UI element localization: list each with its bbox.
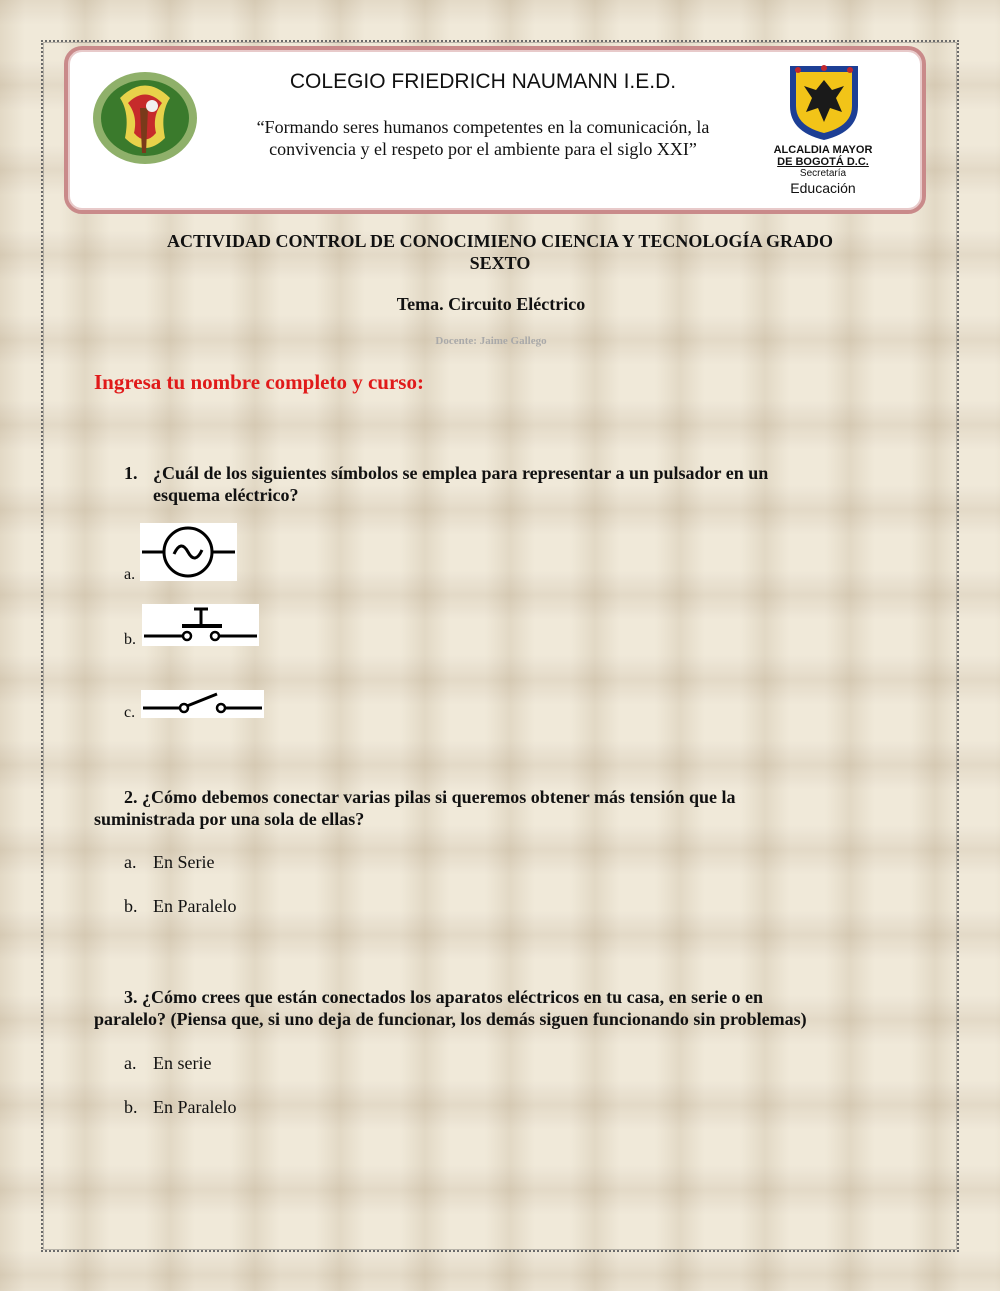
- question-1-line-1: ¿Cuál de los siguientes símbolos se emplea para representar a un pulsador en un: [153, 463, 769, 483]
- switch-symbol-icon[interactable]: [141, 690, 264, 718]
- question-1-option-b-letter[interactable]: b.: [124, 631, 136, 648]
- alcaldia-line-2: DE BOGOTÁ D.C.: [777, 156, 869, 168]
- school-motto: [228, 116, 738, 160]
- teacher-label: Docente: Jaime Gallego: [435, 335, 547, 347]
- activity-title: [110, 230, 890, 274]
- school-logo-icon: [90, 68, 200, 168]
- question-2-option-a[interactable]: [124, 852, 214, 873]
- question-2-line-1: 2. ¿Cómo debemos conectar varias pilas si queremos obtener más tensión que la: [124, 787, 736, 807]
- question-3-option-b[interactable]: [124, 1097, 236, 1118]
- question-2-text: [94, 786, 894, 830]
- motto-line-1: “Formando seres humanos competentes en la comunicación, la: [256, 117, 710, 137]
- alcaldia-label: [758, 144, 888, 196]
- option-letter: a.: [124, 1053, 137, 1073]
- motto-line-2: convivencia y el respeto por el ambiente para el siglo XXI”: [269, 139, 697, 159]
- option-text: En Paralelo: [153, 1097, 237, 1117]
- question-1-text: [153, 462, 873, 506]
- push-button-symbol-icon[interactable]: [142, 604, 259, 646]
- question-1-number: 1.: [124, 463, 138, 483]
- ac-source-symbol-icon[interactable]: [140, 523, 237, 581]
- question-3-text: [94, 986, 894, 1030]
- question-2-line-2: suministrada por una sola de ellas?: [94, 809, 365, 829]
- activity-title-line-2: SEXTO: [469, 253, 531, 273]
- option-text: En Serie: [153, 852, 215, 872]
- alcaldia-line-4: Educación: [790, 180, 856, 196]
- question-2-option-b[interactable]: [124, 896, 236, 917]
- question-3-line-1: 3. ¿Cómo crees que están conectados los aparatos eléctricos en tu casa, en serie o en: [124, 987, 764, 1007]
- option-text: En Paralelo: [153, 896, 237, 916]
- alcaldia-line-1: ALCALDIA MAYOR: [773, 144, 873, 156]
- school-header: [64, 46, 926, 214]
- bogota-crest-icon: [786, 62, 862, 142]
- question-1-option-c-letter[interactable]: c.: [124, 704, 136, 721]
- question-1-option-a-letter[interactable]: a.: [124, 566, 136, 583]
- topic-heading: Tema. Circuito Eléctrico: [396, 294, 586, 314]
- option-text: En serie: [153, 1053, 212, 1073]
- question-3-option-a[interactable]: [124, 1053, 211, 1074]
- question-1-line-2: esquema eléctrico?: [153, 485, 299, 505]
- option-letter: b.: [124, 896, 138, 916]
- option-letter: a.: [124, 852, 137, 872]
- question-3-line-2: paralelo? (Piensa que, si uno deja de funcionar, los demás siguen funcionando sin problemas): [94, 1009, 807, 1029]
- school-name: COLEGIO FRIEDRICH NAUMANN I.E.D.: [289, 70, 677, 93]
- option-letter: b.: [124, 1097, 138, 1117]
- alcaldia-line-3: Secretaría: [799, 168, 847, 179]
- name-prompt[interactable]: Ingresa tu nombre completo y curso:: [94, 370, 424, 394]
- activity-title-line-1: ACTIVIDAD CONTROL DE CONOCIMIENO CIENCIA Y TECNOLOGÍA GRADO: [167, 231, 833, 251]
